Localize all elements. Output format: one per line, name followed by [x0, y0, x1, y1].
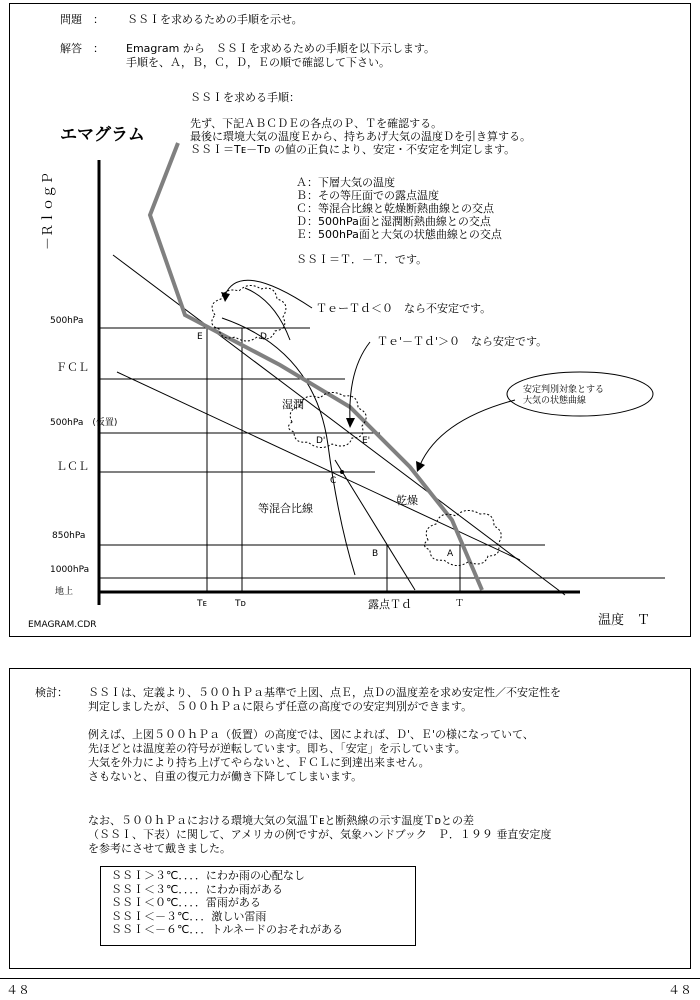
point-def-a: Ａ：下層大気の温度: [296, 176, 395, 189]
procedure-line-2: 最後に環境大気の温度Ｅから、持ちあげ大気の温度Ｄを引き算する。: [190, 130, 531, 143]
ssi-row: ＳＳＩ＜－３℃．．．激しい雷雨: [111, 909, 267, 923]
point-def-d: Ｄ：500hPa面と湿潤断熱曲線との交点: [296, 215, 491, 228]
y-label-500hpa-tentative: 500hPa (仮置): [50, 418, 118, 428]
bubble-line-1: 安定判別対象とする: [523, 385, 605, 395]
point-label-d: D: [260, 332, 267, 342]
ssi-row: ＳＳＩ＜－６℃．．．トルネードのおそれがある: [111, 923, 344, 936]
procedure-line-1: 先ず、下記ＡＢＣＤＥの各点のＰ、Ｔを確認する。: [190, 117, 443, 130]
dry-adiabat-lower: [117, 372, 520, 560]
review-para2-line1: 例えば、上図５００ｈＰａ（仮置）の高度では、図によれば、Ｄ'、Ｅ'の様になっていて、: [88, 728, 534, 741]
answer-label: 解答 ：: [60, 42, 104, 55]
x-label-td: Tᴅ: [235, 599, 246, 609]
review-para2-line3: 大気を外力により持ち上げてやらないと、ＦＣＬに到達出来ません。: [88, 756, 430, 769]
x-label-te: Tᴇ: [197, 599, 207, 609]
point-label-dp: D': [316, 436, 326, 446]
label-dry: 乾燥: [396, 494, 418, 507]
ssi-row: ＳＳＩ＜３℃．．．．にわか雨がある: [111, 882, 283, 896]
moist-adiabat-upper: [245, 288, 290, 340]
point-def-c: Ｃ：等混合比線と乾燥断熱曲線との交点: [296, 202, 494, 215]
page-number-right: ４８: [668, 983, 693, 997]
y-label-lcl: ＬＣＬ: [56, 460, 89, 473]
answer-line-2: 手順を、Ａ，Ｂ，Ｃ，Ｄ，Ｅの順で確認して下さい。: [126, 56, 390, 69]
y-label-500hpa: 500hPa: [50, 316, 84, 326]
y-axis-label: －ＲｌｏｇＰ: [41, 171, 56, 250]
file-name: EMAGRAM.CDR: [28, 620, 97, 630]
y-label-850hpa: 850hPa: [52, 531, 86, 541]
ssi-row: ＳＳＩ＜０℃．．．．雷雨がある: [111, 896, 261, 909]
label-mixing: 等混合比線: [258, 502, 313, 515]
question-text: ＳＳＩを求めるための手順を示せ。: [127, 13, 303, 26]
footer-rule: [0, 978, 700, 979]
page-number-left: ４８: [6, 983, 31, 997]
procedure-title: ＳＳＩを求める手順：: [190, 91, 300, 104]
point-c-marker: [340, 470, 344, 474]
y-label-ground: 地上: [55, 587, 74, 597]
review-para3-line2: （ＳＳＩ、下表）に関して、アメリカの例ですが、気象ハンドブック Ｐ．１９９ 垂直安定度: [88, 828, 552, 841]
x-label-t: Ｔ: [455, 599, 465, 609]
point-label-b: B: [372, 549, 379, 559]
review-para2-line2: 先ほどとは温度差の符号が逆転しています。即ち、「安定」を示しています。: [88, 742, 466, 755]
question-label: 問題 ：: [60, 13, 104, 26]
annotation-stable: Ｔｅ'－Ｔｄ'＞０ なら安定です。: [377, 335, 548, 348]
y-label-fcl: ＦＣＬ: [56, 361, 89, 374]
mixing-ratio-line: [335, 460, 415, 590]
ssi-table: [100, 866, 416, 946]
point-def-e: Ｅ：500hPa面と大気の状態曲線との交点: [296, 228, 502, 241]
review-para3-line3: を参考にさせて戴きました。: [88, 842, 231, 855]
review-para2-line4: さもないと、自重の復元力が働き下降してしまいます。: [88, 770, 363, 783]
review-label: 検討：: [35, 686, 68, 699]
point-def-b: Ｂ：その等圧面での露点温度: [296, 189, 439, 202]
arrow-bubble: [420, 400, 515, 465]
ssi-row: ＳＳＩ＞３℃．．．．にわか雨の心配なし: [111, 869, 305, 882]
point-label-c: C: [330, 476, 337, 486]
review-para1-line2: 判定しましたが、５００ｈＰａに限らず任意の高度での安定判別ができます。: [88, 700, 473, 713]
point-label-a: A: [447, 549, 454, 559]
review-para3-line1: なお、５００ｈＰａにおける環境大気の気温Ｔᴇと断熱線の示す温度Ｔᴅとの差: [88, 814, 475, 827]
point-label-e: E: [197, 332, 203, 342]
x-label-dewpoint: 露点Ｔｄ: [368, 598, 412, 611]
procedure-line-3: ＳＳＩ＝Tᴇ－Tᴅ の値の正負により、安定・不安定を判定します。: [190, 143, 516, 156]
x-axis-label: 温度 Ｔ: [598, 613, 651, 628]
ssi-formula: ＳＳＩ＝Ｔ．－Ｔ．です。: [296, 253, 428, 266]
annotation-unstable: ＴｅーＴｄ＜０ なら不安定です。: [316, 302, 492, 315]
label-moist: 湿潤: [282, 398, 304, 411]
point-label-ep: E': [362, 436, 371, 446]
chart-title: エマグラム: [60, 125, 145, 145]
y-label-1000hpa: 1000hPa: [50, 565, 90, 575]
answer-line-1: Emagram から ＳＳＩを求めるための手順を以下示します。: [126, 42, 435, 55]
review-para1-line1: ＳＳＩは、定義より、５００ｈＰａ基準で上図、点Ｅ，点Ｄの温度差を求め安定性／不安定性を: [88, 686, 561, 699]
bubble-line-2: 大気の状態曲線: [523, 396, 587, 406]
